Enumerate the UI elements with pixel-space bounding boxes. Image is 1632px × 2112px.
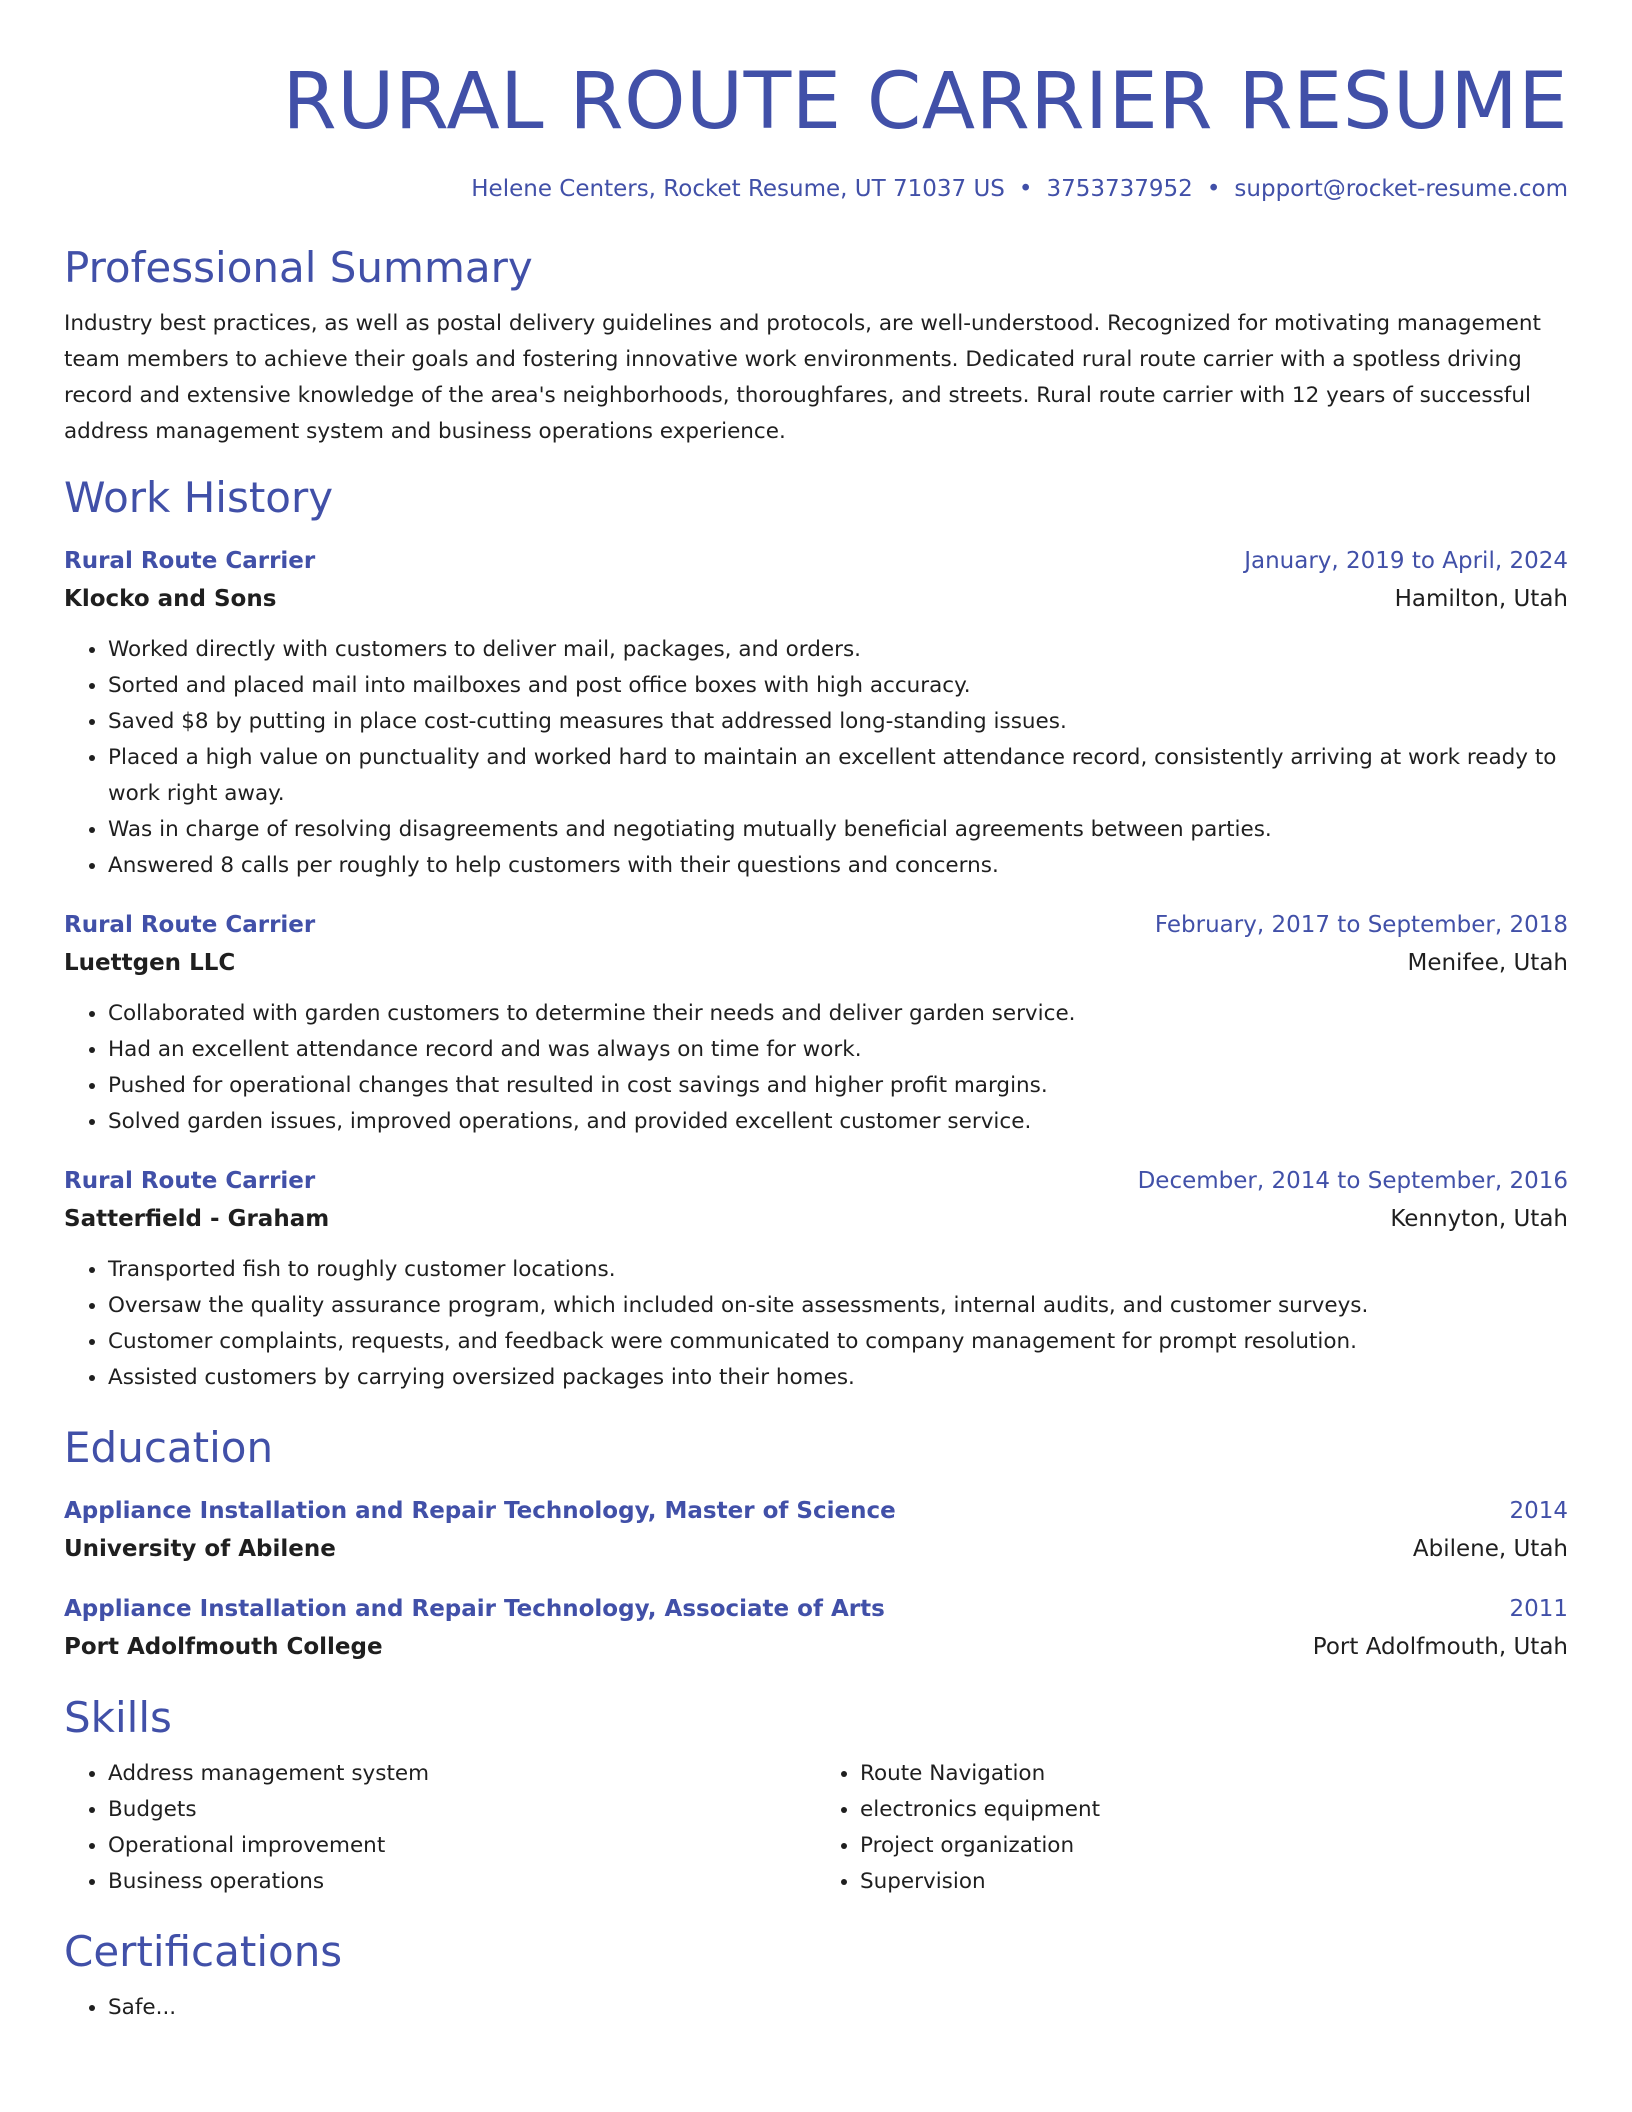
job-bullets: [64, 632, 1568, 884]
job-dates: December, 2014 to September, 2016: [1137, 1168, 1568, 1194]
list-item: • Assisted customers by carrying oversized packages into their homes.: [108, 1360, 1568, 1396]
list-item: • Business operations: [108, 1864, 816, 1900]
skills-columns: [64, 1756, 1568, 1900]
list-item: • Safe...: [108, 1990, 1568, 2026]
education-school: University of Abilene: [64, 1536, 336, 1562]
job-company: Luettgen LLC: [64, 950, 236, 976]
contact-separator: •: [1206, 176, 1221, 202]
list-item: • Address management system: [108, 1756, 816, 1792]
contact-line: [64, 174, 1568, 204]
education-year: 2014: [1509, 1498, 1568, 1524]
list-item: • Saved $8 by putting in place cost-cutting measures that addressed long-standing issues.: [108, 704, 1568, 740]
job-company: Klocko and Sons: [64, 586, 277, 612]
list-item: • Oversaw the quality assurance program, which included on-site assessments, internal audits, and customer surveys.: [108, 1288, 1568, 1324]
job-dates: January, 2019 to April, 2024: [1244, 548, 1568, 574]
contact-email: support@rocket-resume.com: [1234, 176, 1568, 202]
skills-list-right: [816, 1756, 1568, 1900]
skills-list-left: [64, 1756, 816, 1900]
page-title: RURAL ROUTE CARRIER RESUME: [282, 57, 1568, 147]
list-item: • Pushed for operational changes that resulted in cost savings and higher profit margins.: [108, 1068, 1568, 1104]
job-bullets: [64, 1252, 1568, 1396]
education-degree: Appliance Installation and Repair Technology, Associate of Arts: [64, 1596, 885, 1622]
list-item: • Had an excellent attendance record and was always on time for work.: [108, 1032, 1568, 1068]
job-dates: February, 2017 to September, 2018: [1154, 912, 1568, 938]
job-title: Rural Route Carrier: [64, 548, 316, 574]
certifications-heading: Certifications: [64, 1927, 343, 1976]
contact-separator: •: [1018, 176, 1033, 202]
education-entry: [64, 1492, 1568, 1568]
education-heading: Education: [64, 1423, 274, 1472]
summary-text: Industry best practices, as well as postal delivery guidelines and protocols, are well-understood. Recognized for motivating management team members to achieve their goals and fostering innovative work environments. Dedicated rural route carrier with a spotless driving record and extensive knowledge of the area's neighborhoods, thoroughfares, and streets. Rural route carrier with 12 years of successful address management system and business operations experience.: [64, 311, 1541, 444]
list-item: • Was in charge of resolving disagreements and negotiating mutually beneficial agreements between parties.: [108, 812, 1568, 848]
list-item: • Transported fish to roughly customer locations.: [108, 1252, 1568, 1288]
list-item: • Customer complaints, requests, and feedback were communicated to company management for prompt resolution.: [108, 1324, 1568, 1360]
contact-phone: 3753737952: [1046, 176, 1193, 202]
summary-heading: Professional Summary: [64, 243, 533, 292]
education-location: Port Adolfmouth, Utah: [1312, 1634, 1568, 1660]
education-degree: Appliance Installation and Repair Technology, Master of Science: [64, 1498, 896, 1524]
job-title: Rural Route Carrier: [64, 1168, 316, 1194]
list-item: • electronics equipment: [860, 1792, 1568, 1828]
list-item: • Placed a high value on punctuality and worked hard to maintain an excellent attendance record, consistently arriving at work ready to work right away.: [108, 740, 1568, 812]
list-item: • Solved garden issues, improved operations, and provided excellent customer service.: [108, 1104, 1568, 1140]
skills-heading: Skills: [64, 1693, 172, 1742]
list-item: • Project organization: [860, 1828, 1568, 1864]
job-entry: [64, 1162, 1568, 1396]
job-location: Hamilton, Utah: [1394, 586, 1568, 612]
list-item: • Budgets: [108, 1792, 816, 1828]
education-school: Port Adolfmouth College: [64, 1634, 383, 1660]
list-item: • Sorted and placed mail into mailboxes and post office boxes with high accuracy.: [108, 668, 1568, 704]
education-location: Abilene, Utah: [1412, 1536, 1568, 1562]
list-item: • Worked directly with customers to deliver mail, packages, and orders.: [108, 632, 1568, 668]
job-entry: [64, 542, 1568, 884]
job-title: Rural Route Carrier: [64, 912, 316, 938]
education-entry: [64, 1590, 1568, 1666]
list-item: • Answered 8 calls per roughly to help customers with their questions and concerns.: [108, 848, 1568, 884]
list-item: • Operational improvement: [108, 1828, 816, 1864]
job-company: Satterfield - Graham: [64, 1206, 330, 1232]
contact-address: Helene Centers, Rocket Resume, UT 71037 US: [471, 176, 1005, 202]
education-year: 2011: [1509, 1596, 1568, 1622]
list-item: • Supervision: [860, 1864, 1568, 1900]
certifications-list: [64, 1990, 1568, 2026]
job-entry: [64, 906, 1568, 1140]
work-history-heading: Work History: [64, 473, 334, 522]
list-item: • Route Navigation: [860, 1756, 1568, 1792]
job-location: Kennyton, Utah: [1390, 1206, 1568, 1232]
job-location: Menifee, Utah: [1407, 950, 1568, 976]
job-bullets: [64, 996, 1568, 1140]
list-item: • Collaborated with garden customers to determine their needs and deliver garden service.: [108, 996, 1568, 1032]
